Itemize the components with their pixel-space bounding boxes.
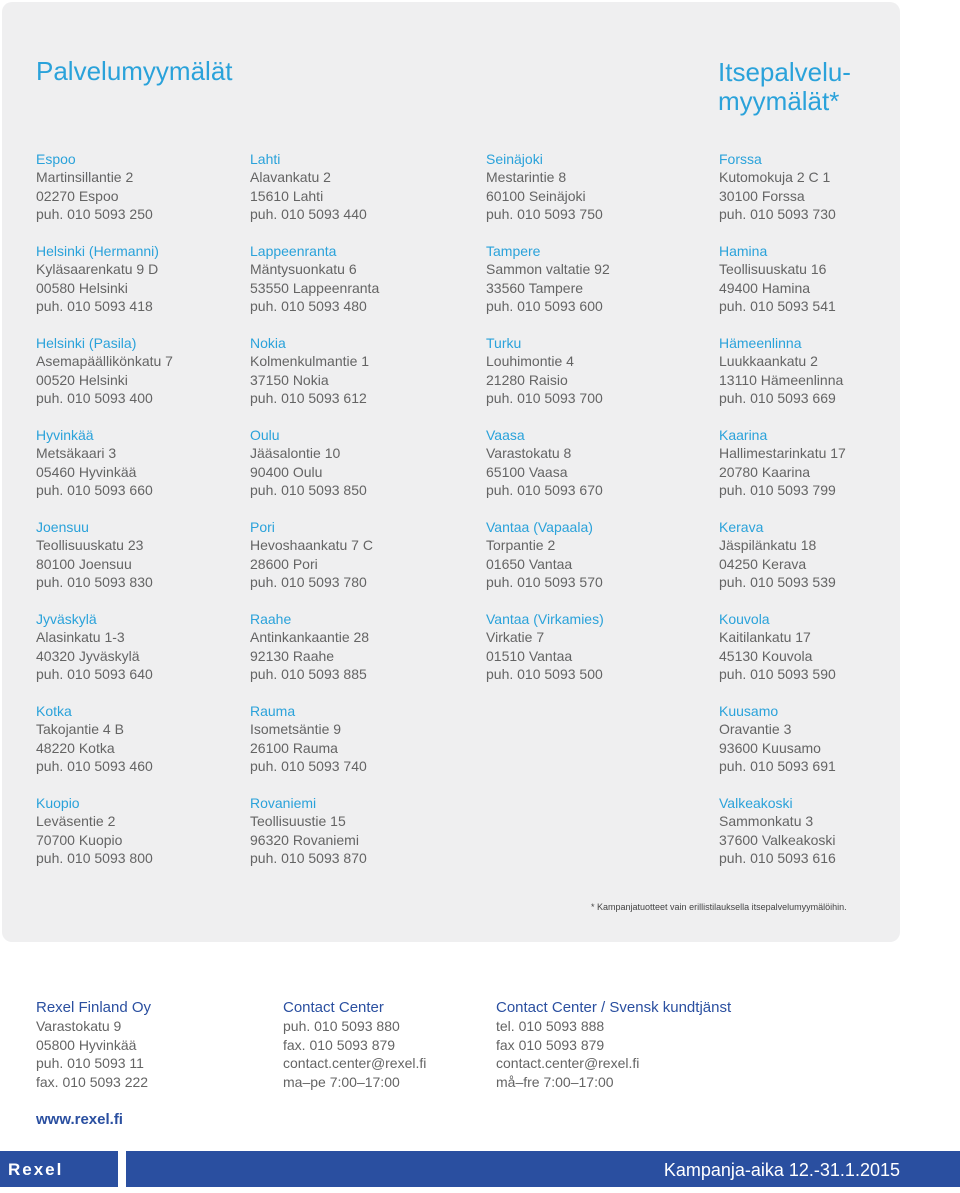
store-phone: puh. 010 5093 799 bbox=[719, 482, 836, 499]
store-postal: 92130 Raahe bbox=[250, 647, 335, 664]
store-address: Jääsalontie 10 bbox=[250, 445, 341, 462]
store-postal: 01650 Vantaa bbox=[486, 555, 573, 572]
store-entry bbox=[719, 334, 934, 426]
store-entry bbox=[719, 794, 934, 886]
store-phone: puh. 010 5093 669 bbox=[719, 390, 836, 407]
store-address: Hevoshaankatu 7 C bbox=[250, 537, 373, 554]
store-postal: 00580 Helsinki bbox=[36, 279, 128, 296]
footer-company-title: Rexel Finland Oy bbox=[36, 999, 152, 1016]
store-name: Lappeenranta bbox=[250, 243, 337, 259]
store-phone: puh. 010 5093 500 bbox=[486, 666, 603, 683]
store-entry bbox=[36, 518, 251, 610]
store-postal: 01510 Vantaa bbox=[486, 647, 573, 664]
store-name: Kuusamo bbox=[719, 703, 779, 719]
footer-contact-center bbox=[283, 999, 426, 1091]
store-column-4 bbox=[719, 150, 934, 886]
footer-company-line: Varastokatu 9 bbox=[36, 1018, 122, 1035]
store-name: Vantaa (Virkamies) bbox=[486, 611, 604, 627]
store-address: Sammonkatu 3 bbox=[719, 813, 814, 830]
store-postal: 04250 Kerava bbox=[719, 555, 807, 572]
store-phone: puh. 010 5093 670 bbox=[486, 482, 603, 499]
store-address: Asemapäällikönkatu 7 bbox=[36, 353, 173, 370]
store-phone: puh. 010 5093 750 bbox=[486, 206, 603, 223]
store-name: Joensuu bbox=[36, 519, 89, 535]
store-phone: puh. 010 5093 740 bbox=[250, 758, 367, 775]
store-phone: puh. 010 5093 830 bbox=[36, 574, 153, 591]
store-entry bbox=[250, 610, 465, 702]
store-entry bbox=[250, 702, 465, 794]
store-postal: 21280 Raisio bbox=[486, 371, 568, 388]
store-phone: puh. 010 5093 800 bbox=[36, 850, 153, 867]
store-postal: 15610 Lahti bbox=[250, 187, 324, 204]
store-entry bbox=[36, 426, 251, 518]
store-postal: 26100 Rauma bbox=[250, 739, 338, 756]
footer-contact-sv-line: fax 010 5093 879 bbox=[496, 1036, 605, 1053]
footer-contact-line: fax. 010 5093 879 bbox=[283, 1036, 396, 1053]
store-phone: puh. 010 5093 590 bbox=[719, 666, 836, 683]
store-name: Rauma bbox=[250, 703, 296, 719]
store-name: Tampere bbox=[486, 243, 541, 259]
store-name: Nokia bbox=[250, 335, 286, 351]
store-phone: puh. 010 5093 640 bbox=[36, 666, 153, 683]
store-postal: 33560 Tampere bbox=[486, 279, 584, 296]
store-entry bbox=[719, 518, 934, 610]
heading-self-service-line1: Itsepalvelu- bbox=[718, 57, 851, 87]
store-name: Kerava bbox=[719, 519, 764, 535]
store-name: Hämeenlinna bbox=[719, 335, 802, 351]
store-address: Mestarintie 8 bbox=[486, 169, 567, 186]
store-entry bbox=[250, 150, 465, 242]
store-address: Jäspilänkatu 18 bbox=[719, 537, 817, 554]
store-postal: 28600 Pori bbox=[250, 555, 318, 572]
store-address: Metsäkaari 3 bbox=[36, 445, 117, 462]
store-phone: puh. 010 5093 691 bbox=[719, 758, 836, 775]
store-phone: puh. 010 5093 660 bbox=[36, 482, 153, 499]
store-entry bbox=[36, 794, 251, 886]
store-phone: puh. 010 5093 885 bbox=[250, 666, 367, 683]
store-address: Takojantie 4 B bbox=[36, 721, 124, 738]
store-entry bbox=[719, 242, 934, 334]
store-phone: puh. 010 5093 600 bbox=[486, 298, 603, 315]
store-name: Helsinki (Hermanni) bbox=[36, 243, 159, 259]
campaign-period: Kampanja-aika 12.-31.1.2015 bbox=[663, 1160, 900, 1180]
store-postal: 90400 Oulu bbox=[250, 463, 323, 480]
store-entry bbox=[250, 426, 465, 518]
footer-company bbox=[36, 999, 151, 1091]
store-phone: puh. 010 5093 460 bbox=[36, 758, 153, 775]
store-entry bbox=[719, 150, 934, 242]
store-postal: 30100 Forssa bbox=[719, 187, 805, 204]
footer-contact-sv-line: tel. 010 5093 888 bbox=[496, 1018, 605, 1035]
store-address: Leväsentie 2 bbox=[36, 813, 116, 830]
website-link[interactable]: www.rexel.fi bbox=[36, 1111, 123, 1128]
store-phone: puh. 010 5093 541 bbox=[719, 298, 836, 315]
footer-contact-line: ma–pe 7:00–17:00 bbox=[283, 1073, 400, 1090]
store-postal: 96320 Rovaniemi bbox=[250, 831, 359, 848]
store-entry bbox=[36, 610, 251, 702]
footer-contact-center-sv bbox=[496, 999, 731, 1091]
store-phone: puh. 010 5093 870 bbox=[250, 850, 367, 867]
store-postal: 02270 Espoo bbox=[36, 187, 119, 204]
store-postal: 40320 Jyväskylä bbox=[36, 647, 140, 664]
store-postal: 13110 Hämeenlinna bbox=[719, 371, 844, 388]
store-name: Forssa bbox=[719, 151, 762, 167]
store-name: Valkeakoski bbox=[719, 795, 793, 811]
store-phone: puh. 010 5093 780 bbox=[250, 574, 367, 591]
store-entry bbox=[250, 242, 465, 334]
store-postal: 60100 Seinäjoki bbox=[486, 187, 586, 204]
footer-company-line: puh. 010 5093 11 bbox=[36, 1055, 144, 1072]
store-address: Oravantie 3 bbox=[719, 721, 792, 738]
heading-service-stores: Palvelumyymälät bbox=[36, 56, 233, 86]
store-entry bbox=[486, 518, 701, 610]
store-entry bbox=[719, 702, 934, 794]
footer-company-line: fax. 010 5093 222 bbox=[36, 1073, 149, 1090]
store-postal: 05460 Hyvinkää bbox=[36, 463, 137, 480]
store-entry bbox=[36, 150, 251, 242]
store-postal: 45130 Kouvola bbox=[719, 647, 813, 664]
store-entry bbox=[250, 794, 465, 886]
heading-self-service-line2: myymälät* bbox=[718, 86, 840, 116]
store-name: Hyvinkää bbox=[36, 427, 94, 443]
store-address: Kyläsaarenkatu 9 D bbox=[36, 261, 159, 278]
store-address: Sammon valtatie 92 bbox=[486, 261, 610, 278]
store-phone: puh. 010 5093 440 bbox=[250, 206, 367, 223]
store-phone: puh. 010 5093 700 bbox=[486, 390, 603, 407]
store-phone: puh. 010 5093 480 bbox=[250, 298, 367, 315]
store-postal: 48220 Kotka bbox=[36, 739, 115, 756]
store-address: Alavankatu 2 bbox=[250, 169, 331, 186]
store-postal: 00520 Helsinki bbox=[36, 371, 128, 388]
store-phone: puh. 010 5093 612 bbox=[250, 390, 367, 407]
store-postal: 53550 Lappeenranta bbox=[250, 279, 380, 296]
store-name: Kuopio bbox=[36, 795, 80, 811]
store-address: Kolmenkulmantie 1 bbox=[250, 353, 370, 370]
footer-contact-center-title: Contact Center bbox=[283, 999, 384, 1016]
store-address: Luukkaankatu 2 bbox=[719, 353, 818, 370]
rexel-logo-mark bbox=[8, 1160, 110, 1178]
store-postal: 70700 Kuopio bbox=[36, 831, 123, 848]
store-address: Teollisuuskatu 23 bbox=[36, 537, 144, 554]
store-postal: 49400 Hamina bbox=[719, 279, 811, 296]
store-entry bbox=[486, 610, 701, 702]
rexel-logo-text: Rexel bbox=[8, 1160, 64, 1178]
store-column-2 bbox=[250, 150, 465, 886]
store-address: Varastokatu 8 bbox=[486, 445, 572, 462]
store-name: Kouvola bbox=[719, 611, 770, 627]
store-entry bbox=[36, 242, 251, 334]
store-postal: 93600 Kuusamo bbox=[719, 739, 821, 756]
store-address: Louhimontie 4 bbox=[486, 353, 574, 370]
store-entry bbox=[719, 610, 934, 702]
store-address: Torpantie 2 bbox=[486, 537, 556, 554]
footer-contact-line: puh. 010 5093 880 bbox=[283, 1018, 400, 1035]
store-address: Kutomokuja 2 C 1 bbox=[719, 169, 831, 186]
footnote: * Kampanjatuotteet vain erillistilauksella itsepalvelumyymälöihin. bbox=[591, 902, 847, 912]
store-name: Hamina bbox=[719, 243, 768, 259]
store-phone: puh. 010 5093 250 bbox=[36, 206, 153, 223]
store-address: Mäntysuonkatu 6 bbox=[250, 261, 357, 278]
store-address: Teollisuustie 15 bbox=[250, 813, 346, 830]
heading-self-service-stores bbox=[718, 58, 851, 116]
store-column-3 bbox=[486, 150, 701, 702]
store-phone: puh. 010 5093 850 bbox=[250, 482, 367, 499]
store-name: Vaasa bbox=[486, 427, 525, 443]
store-entry bbox=[250, 518, 465, 610]
store-postal: 20780 Kaarina bbox=[719, 463, 811, 480]
store-name: Lahti bbox=[250, 151, 281, 167]
store-entry bbox=[36, 702, 251, 794]
footer-contact-center-sv-title: Contact Center / Svensk kundtjänst bbox=[496, 999, 732, 1016]
store-entry bbox=[719, 426, 934, 518]
store-postal: 37600 Valkeakoski bbox=[719, 831, 836, 848]
store-address: Teollisuuskatu 16 bbox=[719, 261, 827, 278]
store-entry bbox=[36, 334, 251, 426]
store-phone: puh. 010 5093 616 bbox=[719, 850, 836, 867]
store-address: Alasinkatu 1-3 bbox=[36, 629, 125, 646]
store-entry bbox=[486, 426, 701, 518]
store-name: Espoo bbox=[36, 151, 76, 167]
store-name: Raahe bbox=[250, 611, 292, 627]
store-name: Seinäjoki bbox=[486, 151, 543, 167]
store-address: Virkatie 7 bbox=[486, 629, 545, 646]
store-postal: 65100 Vaasa bbox=[486, 463, 568, 480]
footer-contact-sv-line: må–fre 7:00–17:00 bbox=[496, 1073, 614, 1090]
footer-company-line: 05800 Hyvinkää bbox=[36, 1036, 137, 1053]
rexel-logo bbox=[0, 1151, 118, 1187]
store-column-1 bbox=[36, 150, 251, 886]
store-address: Hallimestarinkatu 17 bbox=[719, 445, 846, 462]
store-name: Oulu bbox=[250, 427, 280, 443]
store-address: Isometsäntie 9 bbox=[250, 721, 342, 738]
store-entry bbox=[486, 150, 701, 242]
store-phone: puh. 010 5093 539 bbox=[719, 574, 836, 591]
store-phone: puh. 010 5093 730 bbox=[719, 206, 836, 223]
footer-contact-email[interactable]: contact.center@rexel.fi bbox=[283, 1055, 427, 1072]
store-name: Pori bbox=[250, 519, 275, 535]
store-entry bbox=[250, 334, 465, 426]
store-name: Jyväskylä bbox=[36, 611, 97, 627]
store-entry bbox=[486, 242, 701, 334]
store-phone: puh. 010 5093 400 bbox=[36, 390, 153, 407]
store-name: Kotka bbox=[36, 703, 72, 719]
store-address: Kaitilankatu 17 bbox=[719, 629, 811, 646]
store-entry bbox=[486, 334, 701, 426]
store-postal: 37150 Nokia bbox=[250, 371, 329, 388]
store-name: Rovaniemi bbox=[250, 795, 317, 811]
store-name: Helsinki (Pasila) bbox=[36, 335, 137, 351]
store-address: Martinsillantie 2 bbox=[36, 169, 134, 186]
store-name: Vantaa (Vapaala) bbox=[486, 519, 593, 535]
footer-contact-sv-email[interactable]: contact.center@rexel.fi bbox=[496, 1055, 640, 1072]
store-phone: puh. 010 5093 570 bbox=[486, 574, 603, 591]
store-phone: puh. 010 5093 418 bbox=[36, 298, 153, 315]
store-address: Antinkankaantie 28 bbox=[250, 629, 370, 646]
store-postal: 80100 Joensuu bbox=[36, 555, 132, 572]
store-name: Kaarina bbox=[719, 427, 768, 443]
store-name: Turku bbox=[486, 335, 522, 351]
